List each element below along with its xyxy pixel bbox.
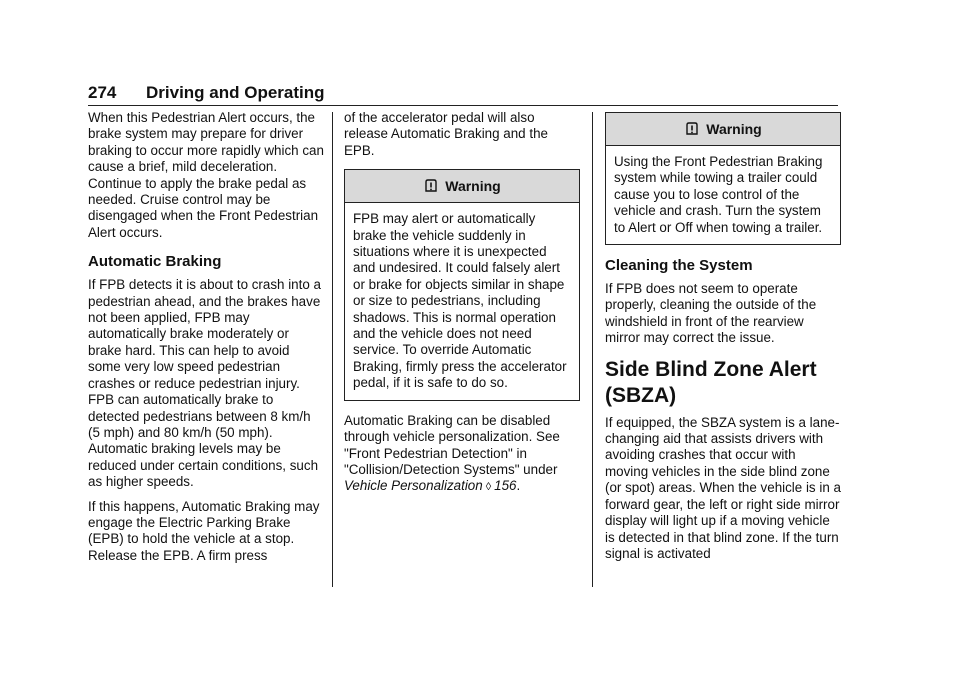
- warning-box: [605, 112, 841, 245]
- page-header: [88, 83, 838, 103]
- warning-box: [344, 169, 580, 400]
- paragraph: If FPB does not seem to operate properly, cleaning the outside of the windshield in front of the rearview mirror may correct the issue.: [605, 281, 817, 346]
- paragraph: If this happens, Automatic Braking may engage the Electric Parking Brake (EPB) to hold the vehicle at a stop. Release the EPB. A firm press: [88, 498, 320, 563]
- warning-header: [606, 113, 840, 146]
- heading-automatic-braking: Automatic Braking: [88, 253, 222, 271]
- warning-text: Using the Front Pedestrian Braking system while towing a trailer could cause you to lose control of the vehicle and crash. Turn the system to Alert or Off when towing a trailer.: [614, 154, 823, 235]
- warning-icon: [423, 178, 439, 194]
- warning-title: Warning: [445, 178, 501, 195]
- column-divider: [332, 112, 333, 587]
- page-ref[interactable]: 156: [494, 478, 517, 494]
- period: .: [516, 478, 521, 494]
- header-rule: [88, 105, 838, 106]
- cross-reference-link[interactable]: Vehicle Personalization: [344, 478, 483, 494]
- paragraph: If equipped, the SBZA system is a lane-changing aid that assists drivers with avoiding crashes that occur with moving vehicles in the side blind zone (or spot) areas. When the vehicle is in a forward gear, the left or right side mirror display will light up if a moving vehicle is detected in that blind zone. If the turn signal is activated: [605, 414, 841, 561]
- paragraph: [344, 413, 580, 496]
- column-3: [605, 110, 841, 570]
- page-number: 274: [88, 83, 117, 102]
- heading-side-blind-zone-alert: Side Blind Zone Alert (SBZA): [605, 357, 817, 407]
- paragraph-text: Automatic Braking can be disabled through vehicle personalization. See "Front Pedestrian Detection" in "Collision/Detection Systems" under: [344, 412, 560, 477]
- section-title: Driving and Operating: [146, 83, 325, 102]
- page-ref-icon: ◊: [485, 481, 492, 494]
- paragraph: If FPB detects it is about to crash into a pedestrian ahead, and the brakes have not been applied, FPB may automatically brake moderately or brake hard. This can help to avoid some very low speed pedestrian crashes or reduce pedestrian injury. FPB can automatically brake to detected pedestrians between 8 km/h (5 mph) and 80 km/h (50 mph). Automatic braking levels may be reduced under certain conditions, such as higher speeds.: [88, 277, 321, 490]
- warning-title: Warning: [706, 120, 762, 137]
- warning-header: [345, 170, 579, 203]
- paragraph: of the accelerator pedal will also release Automatic Braking and the EPB.: [344, 110, 548, 158]
- column-2: [344, 110, 580, 504]
- paragraph: When this Pedestrian Alert occurs, the brake system may prepare for driver braking to occur more rapidly which can cause a brief, mild deceleration. Continue to apply the brake pedal as needed. Cruise control may be disengaged when the Front Pedestrian Alert occurs.: [88, 110, 324, 240]
- column-1: [88, 110, 324, 572]
- heading-cleaning-the-system: Cleaning the System: [605, 257, 753, 275]
- column-divider: [592, 112, 593, 587]
- warning-icon: [684, 121, 700, 137]
- warning-text: FPB may alert or automatically brake the vehicle suddenly in situations where it is unexpected and undesired. It could falsely alert or brake for objects similar in shape or size to pedestrians, including shadows. This is normal operation and the vehicle does not need service. To override Automatic Braking, firmly press the accelerator pedal, if it is safe to do so.: [353, 211, 567, 391]
